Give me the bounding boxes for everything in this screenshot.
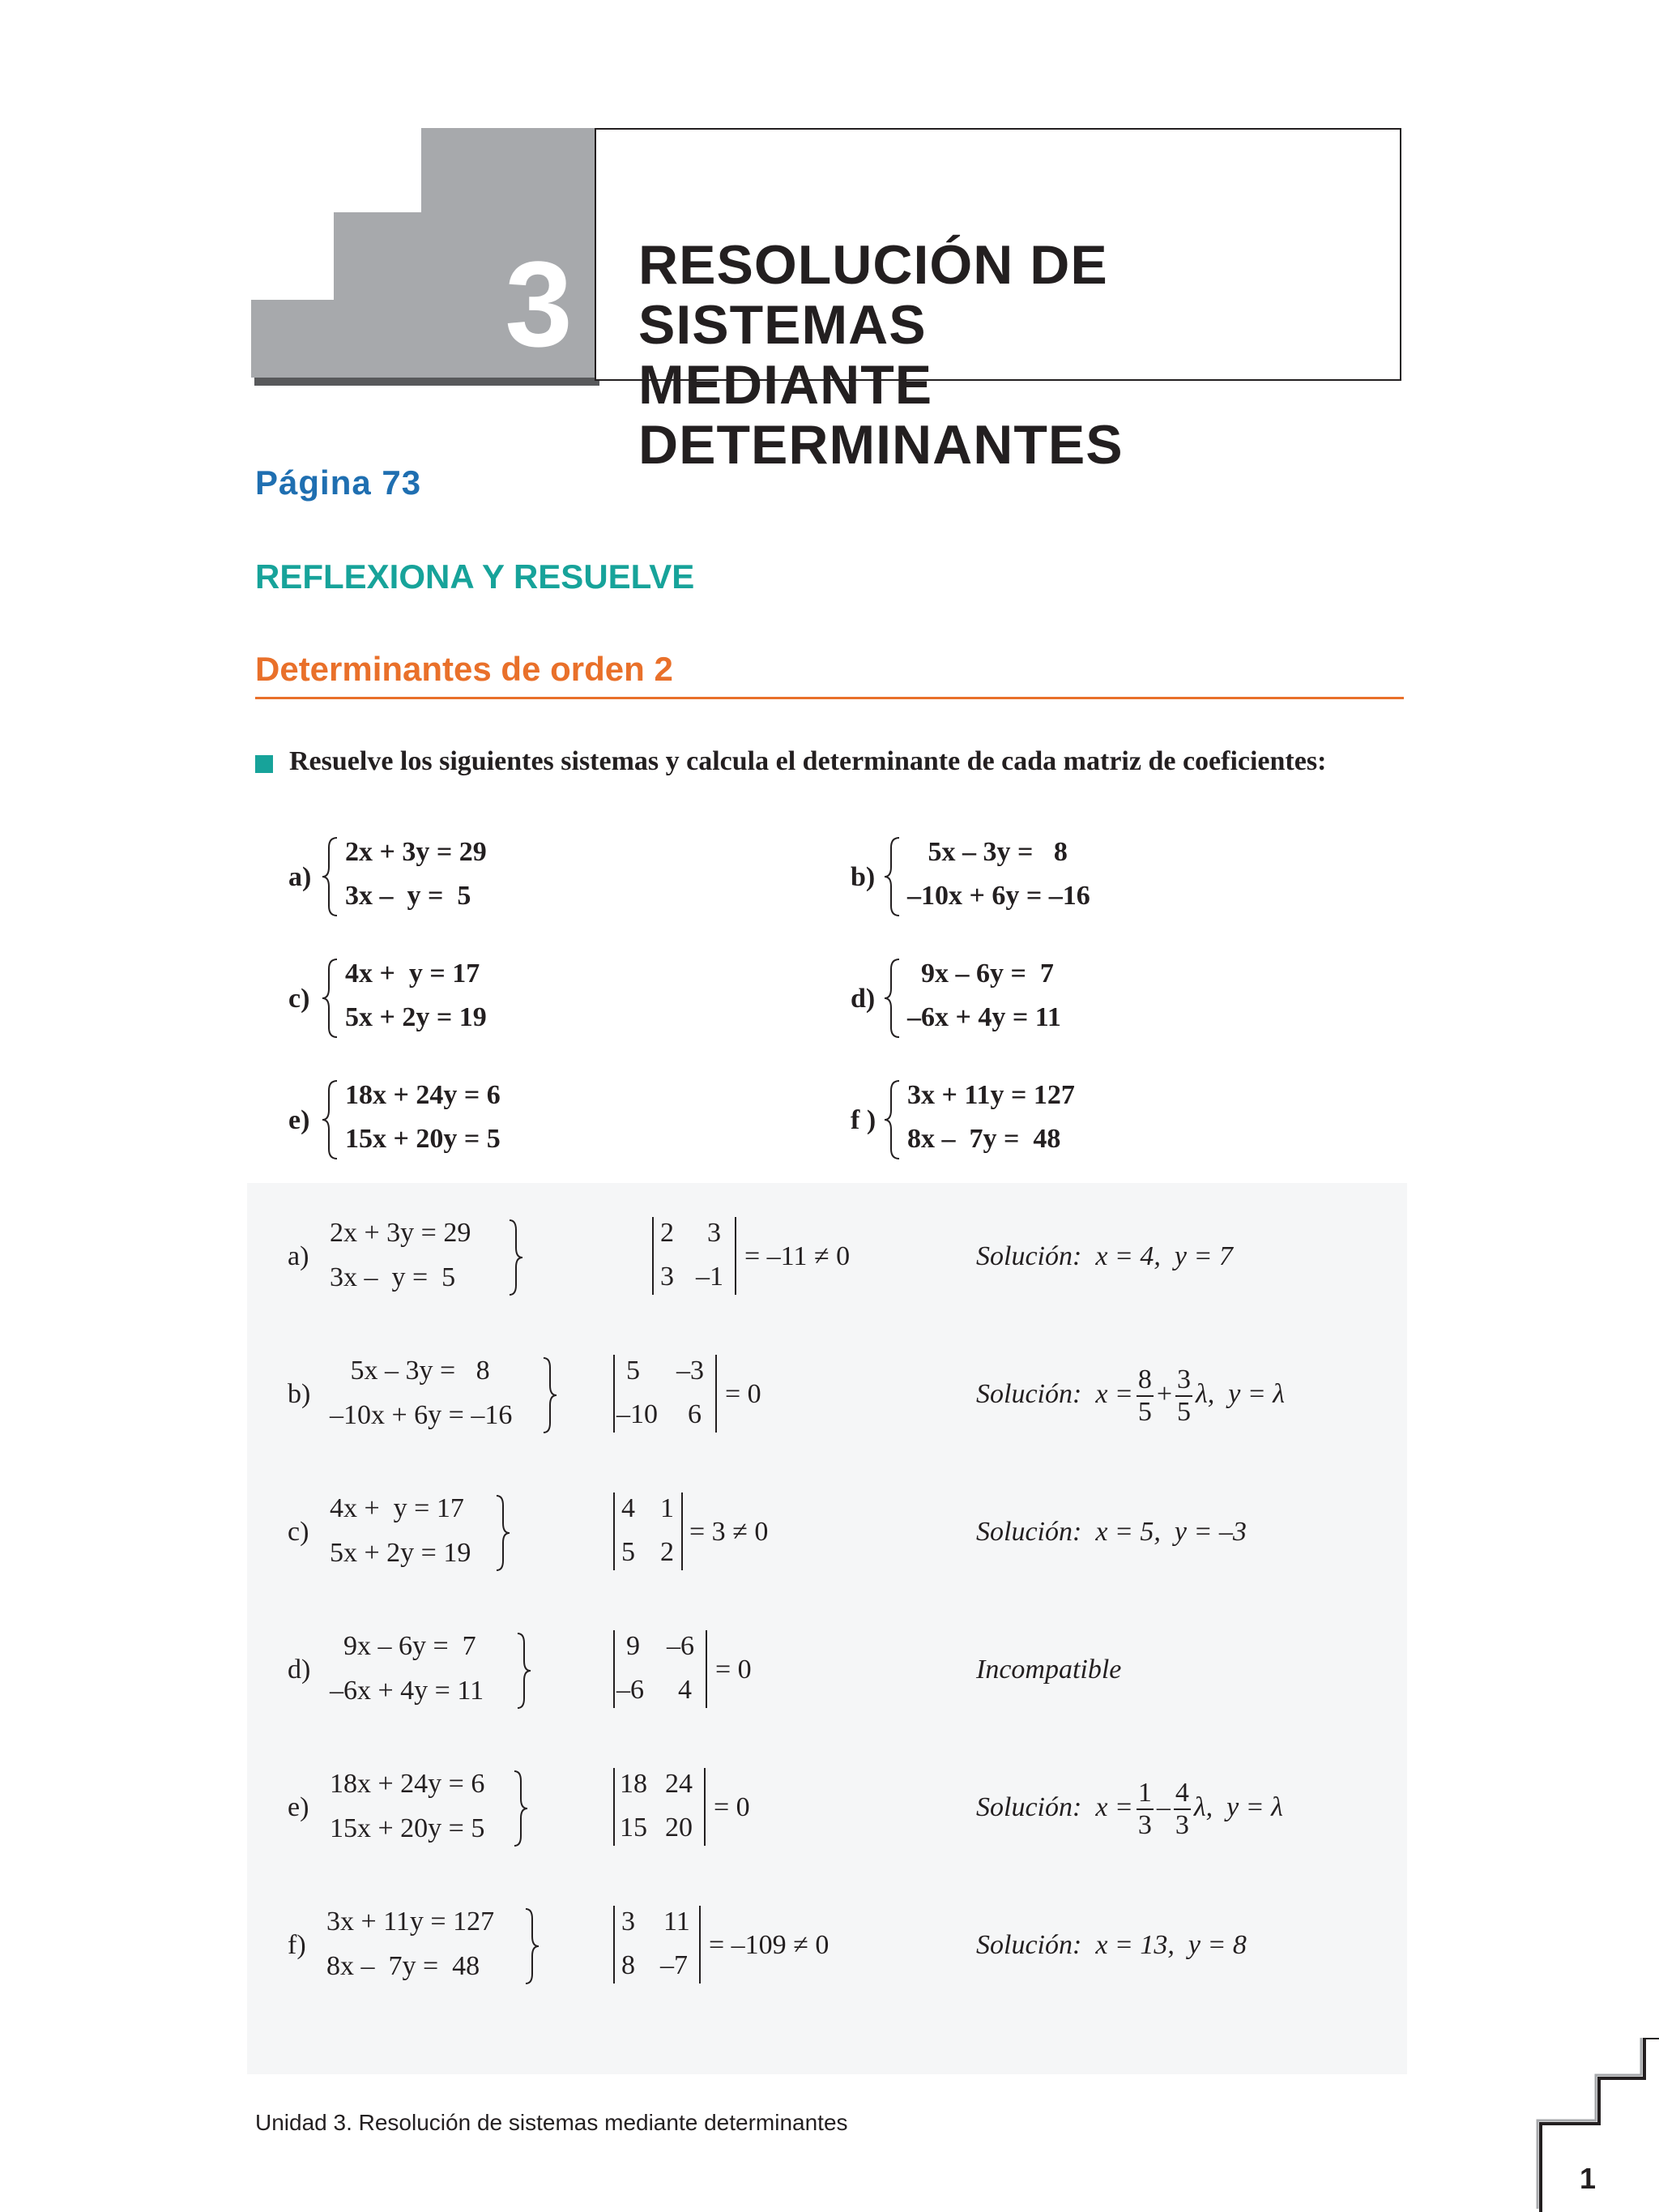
solution-result bbox=[976, 1930, 1247, 1961]
footer-unit-text: Unidad 3. Resolución de sistemas mediante determinantes bbox=[255, 2110, 848, 2135]
equation-2: 8x – 7y = 48 bbox=[907, 1124, 1061, 1154]
equation-2: –6x + 4y = 11 bbox=[907, 1002, 1061, 1032]
result-label: Solución: bbox=[976, 1241, 1082, 1271]
equation-2: 5x + 2y = 19 bbox=[330, 1538, 471, 1568]
equation-1: 18x + 24y = 6 bbox=[345, 1080, 501, 1110]
det-cell: 6 bbox=[688, 1399, 702, 1429]
denominator: 3 bbox=[1137, 1810, 1152, 1840]
det-cell: 2 bbox=[660, 1218, 674, 1248]
chapter-title-line1: RESOLUCIÓN DE SISTEMAS bbox=[638, 234, 1108, 356]
result-prefix: x = bbox=[1095, 1378, 1133, 1409]
equation-2: 5x + 2y = 19 bbox=[345, 1002, 487, 1032]
solution-c bbox=[288, 1492, 1405, 1574]
denominator: 5 bbox=[1137, 1397, 1152, 1427]
result-label: Solución: bbox=[976, 1378, 1082, 1409]
exercise-label: c) bbox=[288, 984, 310, 1014]
solution-b bbox=[288, 1355, 1405, 1436]
solution-label: a) bbox=[288, 1241, 309, 1271]
determinant bbox=[613, 1768, 706, 1846]
det-cell: –10 bbox=[616, 1399, 658, 1429]
determinant bbox=[652, 1217, 736, 1295]
equation-1: 2x + 3y = 29 bbox=[330, 1218, 471, 1248]
right-brace-icon bbox=[513, 1770, 529, 1847]
equation-1: 4x + y = 17 bbox=[345, 959, 480, 989]
operator: – bbox=[1156, 1791, 1171, 1822]
det-cell: 8 bbox=[621, 1950, 635, 1980]
result-label: Solución: bbox=[976, 1517, 1082, 1547]
determinant-value: = 0 bbox=[715, 1655, 752, 1685]
fraction bbox=[1137, 1364, 1154, 1428]
exercise-d bbox=[851, 958, 1256, 1039]
solution-result bbox=[976, 1364, 1285, 1428]
determinant bbox=[613, 1492, 683, 1570]
det-cell: 9 bbox=[626, 1631, 640, 1661]
left-brace-icon bbox=[321, 958, 339, 1039]
equation-1: 9x – 6y = 7 bbox=[330, 1631, 476, 1661]
operator: + bbox=[1156, 1378, 1173, 1409]
bullet-square-icon bbox=[255, 755, 273, 773]
left-brace-icon bbox=[883, 1079, 901, 1160]
denominator: 5 bbox=[1177, 1397, 1192, 1427]
equation-2: –10x + 6y = –16 bbox=[907, 881, 1090, 911]
exercise-c bbox=[288, 958, 693, 1039]
equation-2: 3x – y = 5 bbox=[345, 881, 471, 911]
subsection-heading: Determinantes de orden 2 bbox=[255, 650, 673, 688]
det-cell: 15 bbox=[620, 1813, 647, 1843]
chapter-title bbox=[638, 235, 1400, 475]
numerator: 1 bbox=[1137, 1778, 1154, 1810]
result-text: x = 4, y = 7 bbox=[1095, 1241, 1233, 1271]
left-brace-icon bbox=[321, 836, 339, 917]
solution-label: e) bbox=[288, 1792, 309, 1822]
determinant bbox=[613, 1906, 701, 1984]
numerator: 4 bbox=[1174, 1778, 1191, 1810]
result-label: Solución: bbox=[976, 1791, 1082, 1822]
det-cell: 4 bbox=[621, 1493, 635, 1523]
solution-e bbox=[288, 1768, 1405, 1849]
solution-a bbox=[288, 1217, 1405, 1298]
left-brace-icon bbox=[883, 836, 901, 917]
page-number: 1 bbox=[1580, 2162, 1597, 2195]
solution-result bbox=[976, 1778, 1283, 1841]
denominator: 3 bbox=[1175, 1810, 1189, 1840]
fraction bbox=[1174, 1778, 1191, 1841]
exercise-a bbox=[288, 836, 693, 917]
det-cell: 5 bbox=[626, 1356, 640, 1386]
det-cell: 2 bbox=[660, 1537, 674, 1567]
det-cell: 11 bbox=[663, 1907, 690, 1937]
chapter-title-line2: MEDIANTE DETERMINANTES bbox=[638, 354, 1124, 476]
equation-1: 4x + y = 17 bbox=[330, 1493, 464, 1523]
equation-2: 8x – 7y = 48 bbox=[326, 1951, 480, 1981]
det-cell: 5 bbox=[621, 1537, 635, 1567]
solution-label: b) bbox=[288, 1379, 311, 1409]
solution-label: d) bbox=[288, 1655, 311, 1685]
equation-1: 2x + 3y = 29 bbox=[345, 837, 487, 867]
determinant-value: = 0 bbox=[714, 1792, 750, 1822]
det-cell: 3 bbox=[621, 1907, 635, 1937]
exercise-b bbox=[851, 836, 1256, 917]
solution-result bbox=[976, 1241, 1233, 1272]
equation-2: –6x + 4y = 11 bbox=[330, 1676, 484, 1706]
determinant bbox=[613, 1630, 707, 1708]
page-label: Página 73 bbox=[255, 463, 422, 502]
det-cell: –6 bbox=[616, 1675, 644, 1705]
result-suffix: λ, y = λ bbox=[1193, 1791, 1283, 1822]
left-brace-icon bbox=[321, 1079, 339, 1160]
determinant-value: = –11 ≠ 0 bbox=[744, 1241, 851, 1271]
equation-2: 15x + 20y = 5 bbox=[330, 1813, 485, 1843]
equation-1: 9x – 6y = 7 bbox=[907, 959, 1054, 989]
det-cell: –1 bbox=[696, 1262, 723, 1292]
det-cell: 24 bbox=[665, 1769, 693, 1799]
determinant-value: = –109 ≠ 0 bbox=[709, 1930, 830, 1960]
det-cell: 18 bbox=[620, 1769, 647, 1799]
determinant bbox=[613, 1355, 717, 1433]
equation-1: 5x – 3y = 8 bbox=[330, 1356, 490, 1386]
equation-2: 3x – y = 5 bbox=[330, 1262, 456, 1292]
result-text: x = 5, y = –3 bbox=[1095, 1517, 1247, 1547]
right-brace-icon bbox=[508, 1219, 524, 1296]
fraction bbox=[1137, 1778, 1154, 1841]
determinant-value: = 3 ≠ 0 bbox=[689, 1517, 769, 1547]
exercise-label: b) bbox=[851, 862, 876, 892]
result-label: Solución: bbox=[976, 1930, 1082, 1960]
equation-1: 5x – 3y = 8 bbox=[907, 837, 1068, 867]
det-cell: –6 bbox=[667, 1631, 694, 1661]
exercise-label: e) bbox=[288, 1105, 310, 1135]
det-cell: –7 bbox=[660, 1950, 688, 1980]
right-brace-icon bbox=[542, 1356, 558, 1434]
right-brace-icon bbox=[516, 1632, 532, 1710]
equation-1: 3x + 11y = 127 bbox=[326, 1907, 495, 1937]
numerator: 3 bbox=[1175, 1364, 1192, 1397]
right-brace-icon bbox=[495, 1494, 511, 1572]
equation-1: 18x + 24y = 6 bbox=[330, 1769, 485, 1799]
det-cell: 1 bbox=[660, 1493, 674, 1523]
section-heading: REFLEXIONA Y RESUELVE bbox=[255, 557, 695, 596]
solution-d bbox=[288, 1630, 1405, 1711]
result-prefix: x = bbox=[1095, 1791, 1133, 1822]
subsection-rule bbox=[255, 697, 1404, 699]
solution-label: c) bbox=[288, 1517, 309, 1547]
equation-1: 3x + 11y = 127 bbox=[907, 1080, 1075, 1110]
solution-result bbox=[976, 1655, 1121, 1685]
exercise-label: d) bbox=[851, 984, 876, 1014]
det-cell: 4 bbox=[678, 1675, 692, 1705]
equation-2: 15x + 20y = 5 bbox=[345, 1124, 501, 1154]
result-label: Incompatible bbox=[976, 1655, 1122, 1685]
det-cell: 3 bbox=[660, 1262, 674, 1292]
solution-f bbox=[288, 1906, 1405, 1987]
determinant-value: = 0 bbox=[725, 1379, 761, 1409]
numerator: 8 bbox=[1137, 1364, 1154, 1397]
exercise-f bbox=[851, 1079, 1256, 1160]
det-cell: 3 bbox=[707, 1218, 721, 1248]
right-brace-icon bbox=[524, 1907, 540, 1985]
solution-result bbox=[976, 1517, 1247, 1548]
equation-2: –10x + 6y = –16 bbox=[330, 1400, 513, 1430]
left-brace-icon bbox=[883, 958, 901, 1039]
exercise-label: f ) bbox=[851, 1105, 876, 1135]
footer-steps-graphic bbox=[1474, 2038, 1659, 2212]
chapter-number: 3 bbox=[505, 236, 573, 372]
det-cell: 20 bbox=[665, 1813, 693, 1843]
exercise-e bbox=[288, 1079, 693, 1160]
result-text: x = 13, y = 8 bbox=[1095, 1930, 1247, 1960]
solution-label: f) bbox=[288, 1930, 306, 1960]
exercise-label: a) bbox=[288, 862, 312, 892]
det-cell: –3 bbox=[676, 1356, 704, 1386]
exercise-instruction: Resuelve los siguientes sistemas y calcula el determinante de cada matriz de coeficientes: bbox=[289, 746, 1327, 776]
result-suffix: λ, y = λ bbox=[1196, 1378, 1286, 1409]
fraction bbox=[1175, 1364, 1192, 1428]
